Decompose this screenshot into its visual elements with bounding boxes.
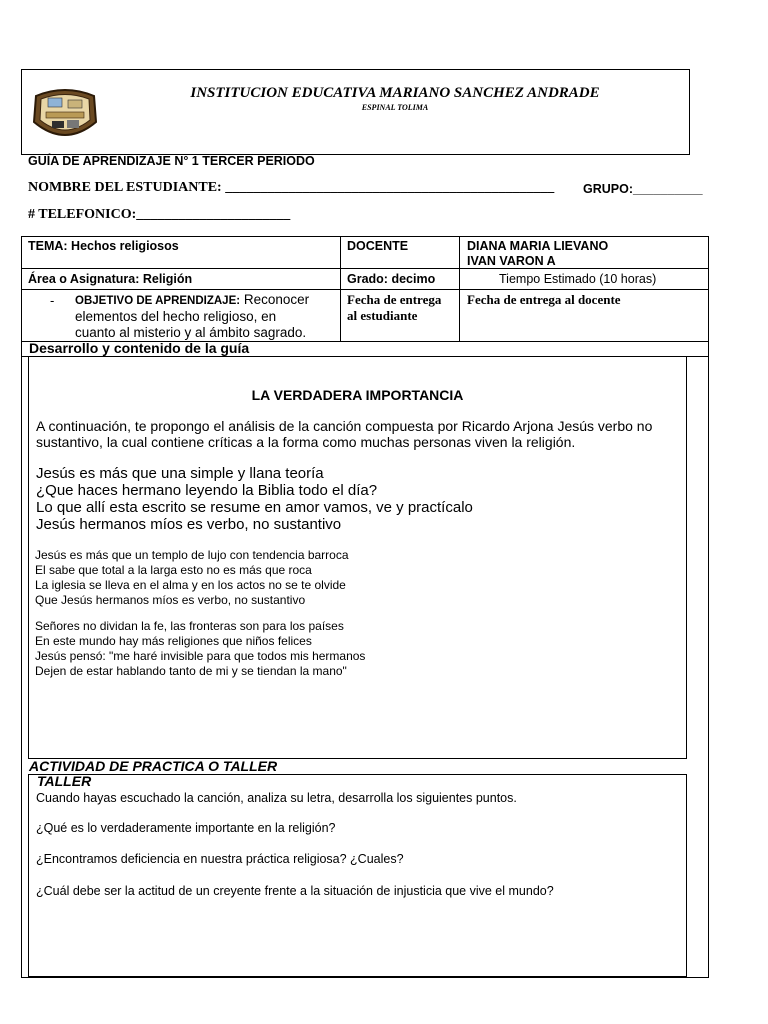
activity-header: ACTIVIDAD DE PRACTICA O TALLER xyxy=(29,758,278,774)
objective-text-2: elementos del hecho religioso, en xyxy=(75,309,277,324)
fecha-docente-cell: Fecha de entrega al docente xyxy=(467,292,621,307)
development-title: LA VERDADERA IMPORTANCIA xyxy=(251,387,464,403)
development-intro xyxy=(36,418,686,450)
area-cell: Área o Asignatura: Religión xyxy=(28,272,193,286)
table-row-divider xyxy=(21,289,709,290)
intro-line-2: sustantivo, la cual contiene críticas a la forma como muchas personas viven la religión. xyxy=(36,434,576,450)
lyric-line: Lo que allí esta escrito se resume en amor vamos, ve y practícalo xyxy=(36,499,473,516)
question-1: ¿Qué es lo verdaderamente importante en la religión? xyxy=(36,821,336,835)
lyric-line: Jesús es más que una simple y llana teoría xyxy=(36,465,324,482)
fecha-estudiante-line1: Fecha de entrega xyxy=(347,292,442,307)
intro-line-1: A continuación, te propongo el análisis de la canción compuesta por Ricardo Arjona Jesús verbo no xyxy=(36,418,653,434)
teacher-name-1: DIANA MARIA LIEVANO xyxy=(467,239,609,253)
student-name-field[interactable]: NOMBRE DEL ESTUDIANTE: _______________________________________________ xyxy=(28,180,555,195)
song-stanza-2 xyxy=(35,548,349,608)
table-col-divider xyxy=(340,236,341,342)
lyric-line: Dejen de estar hablando tanto de mi y se tiendan la mano" xyxy=(35,664,347,678)
header-box xyxy=(21,69,690,155)
lyric-line: En este mundo hay más religiones que niños felices xyxy=(35,634,312,648)
school-logo-icon xyxy=(30,86,100,142)
lyric-line: ¿Que haces hermano leyendo la Biblia todo el día? xyxy=(36,482,378,499)
objective-text-1: Reconocer xyxy=(243,292,310,307)
objective-label: OBJETIVO DE APRENDIZAJE: xyxy=(75,295,241,307)
group-field[interactable]: GRUPO:__________ xyxy=(583,182,703,196)
table-row-divider xyxy=(21,268,709,269)
lyric-line: La iglesia se lleva en el alma y en los actos no se te olvide xyxy=(35,578,346,592)
institution-city: ESPINAL TOLIMA xyxy=(361,103,429,112)
objective-cell xyxy=(75,292,337,341)
fecha-estudiante-line2: al estudiante xyxy=(347,308,418,323)
lyric-line: Jesús pensó: "me haré invisible para que todos mis hermanos xyxy=(35,649,366,663)
grado-cell: Grado: decimo xyxy=(347,272,436,286)
activity-instruction: Cuando hayas escuchado la canción, analiza su letra, desarrolla los siguientes puntos. xyxy=(36,791,517,805)
lyric-line: Jesús hermanos míos es verbo, no sustantivo xyxy=(36,516,342,533)
teacher-name-2: IVAN VARON A xyxy=(467,254,556,268)
question-3: ¿Cuál debe ser la actitud de un creyente frente a la situación de injusticia que vive el mundo? xyxy=(36,884,554,898)
tema-cell: TEMA: Hechos religiosos xyxy=(28,239,179,253)
tiempo-cell: Tiempo Estimado (10 horas) xyxy=(499,272,657,286)
objective-bullet: - xyxy=(50,293,55,308)
lyric-line: El sabe que total a la larga esto no es más que roca xyxy=(35,563,312,577)
lyric-line: Señores no dividan la fe, las fronteras son para los países xyxy=(35,619,344,633)
song-stanza-3 xyxy=(35,619,365,679)
phone-field[interactable]: # TELEFONICO:______________________ xyxy=(28,207,291,222)
question-2: ¿Encontramos deficiencia en nuestra práctica religiosa? ¿Cuales? xyxy=(36,852,404,866)
objective-text-3: cuanto al misterio y al ámbito sagrado. xyxy=(75,325,307,340)
guide-title: GUÍA DE APRENDIZAJE N° 1 TERCER PERIODO xyxy=(28,154,315,168)
lyric-line: Que Jesús hermanos míos es verbo, no sustantivo xyxy=(35,593,306,607)
taller-label: TALLER xyxy=(37,773,92,789)
lyric-line: Jesús es más que un templo de lujo con tendencia barroca xyxy=(35,548,349,562)
table-col-divider xyxy=(459,236,460,342)
docente-label: DOCENTE xyxy=(347,239,409,253)
fecha-estudiante-cell xyxy=(347,292,441,324)
song-stanza-1 xyxy=(36,465,473,533)
institution-name: INSTITUCION EDUCATIVA MARIANO SANCHEZ ANDRADE xyxy=(190,85,600,101)
development-header: Desarrollo y contenido de la guía xyxy=(29,340,250,356)
